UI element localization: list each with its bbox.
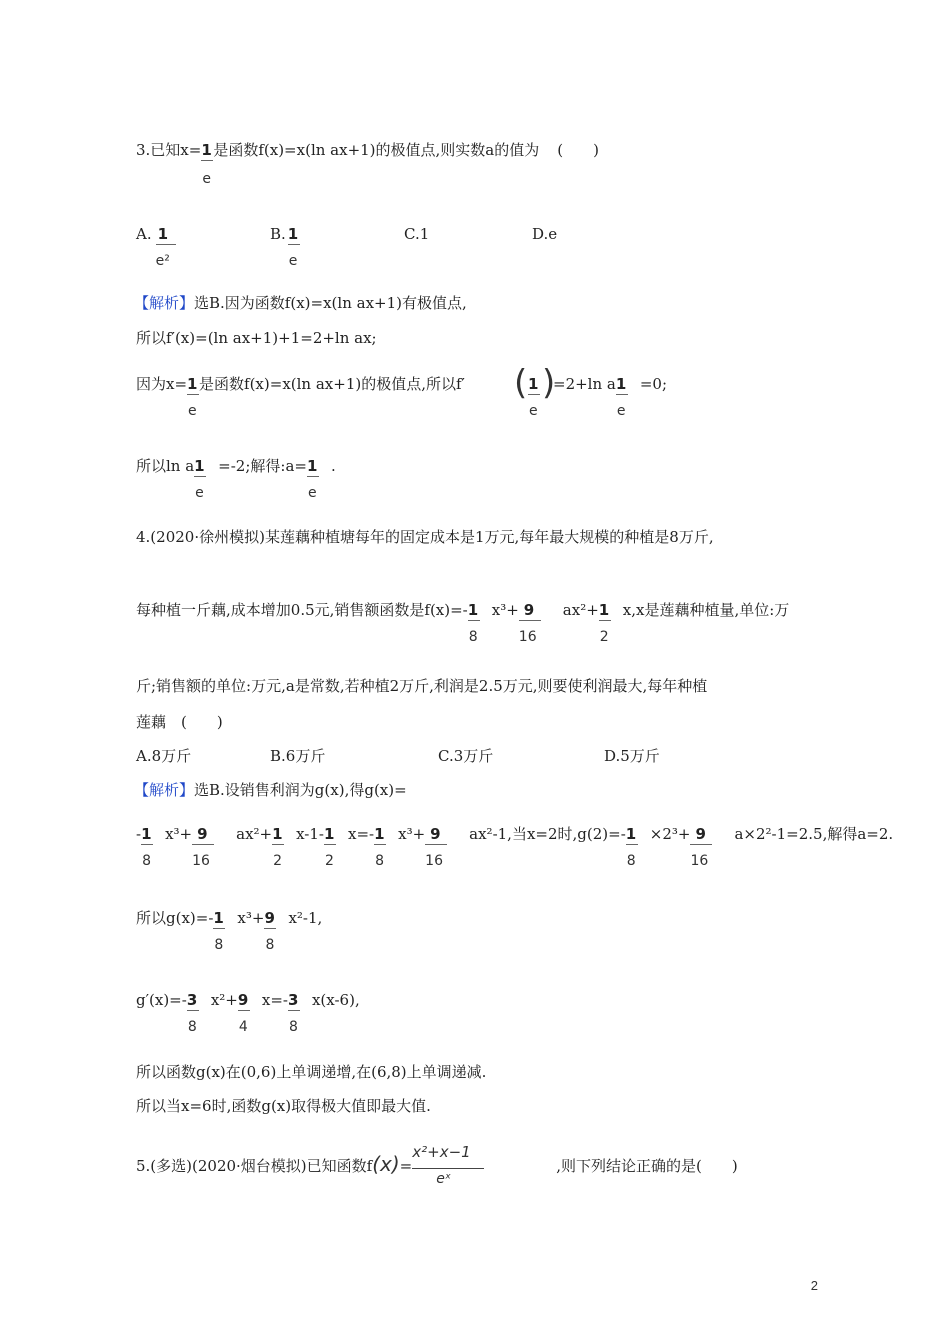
fraction: $\frac{1}{e}$ (528, 375, 539, 419)
q3-option-c: C.1 (404, 225, 430, 243)
q4-option-d: D.5万斤 (604, 747, 660, 765)
q3-stem: 3.已知$x=\frac{1}{e}$ 是函数f(x)=x(ln ax+1)的极值点,则实数a的值为 ( ) (136, 141, 599, 187)
fraction: $\frac{1}{e}$ (287, 225, 299, 269)
q3-analysis-line-3-tail: =2+ln $a\frac{1}{e}$ =0; (553, 375, 668, 419)
fraction: $\frac{1}{8}$ (467, 601, 479, 645)
q4-option-a: A.8万斤 (136, 747, 192, 765)
q5-stem: 5.(多选)(2020·烟台模拟)已知函数f(x)= $\frac{\text{x²+x−1}}{\text{eˣ}}$ ,则下列结论正确的是( ) (136, 1143, 738, 1187)
q4-conclusion-2: 所以当x=6时,函数g(x)取得极大值即最大值. (136, 1097, 431, 1115)
fraction: $\frac{1}{e}$ (194, 457, 205, 501)
q3-analysis-line-2: 所以f′(x)=(ln ax+1)+1=2+ln ax; (136, 329, 377, 347)
fraction: $\frac{1}{e}$ (187, 375, 198, 419)
q4-analysis-eq-g: $-\frac{1}{8}$ $x^3+\frac{9}{16}$ $ax^2+\frac{1}{2}$ $x-1-\frac{1}{2}$ $x=-\frac{1}{8}$ $x^3+\frac{9}{16}$ ax²-1,当x=2时$,g(2)=-\frac{1}{8}$ $\times 2^3+\frac{9}{16}$ a×2²-1=2.5,解得a=2. (136, 825, 894, 869)
q3-paren-close: ) (542, 363, 556, 403)
fraction: $\frac{1}{2}$ (598, 601, 610, 645)
q4-stem-line-2: 每种植一斤藕,成本增加0.5元,销售额函数是$f(x)=-\frac{1}{8}$ $x^3+\frac{9}{16}$ $ax^2+\frac{1}{2}$ x,x是莲藕种植量,单位:万 (136, 601, 790, 645)
q4-analysis-eq-gprime: $g'(x)=-\frac{3}{8}$ $x^2+\frac{9}{4}$ $x=-\frac{3}{8}$ x(x-6), (136, 991, 360, 1035)
fraction: $\frac{9}{16}$ (519, 600, 541, 620)
q4-stem-line-1: 4.(2020·徐州模拟)某莲藕种植塘每年的固定成本是1万元,每年最大规模的种植是8万斤, (136, 528, 714, 546)
fraction: $\frac{1}{\text{e²}}$ (156, 224, 172, 244)
q4-option-b: B.6万斤 (270, 747, 326, 765)
q4-conclusion-1: 所以函数g(x)在(0,6)上单调递增,在(6,8)上单调递减. (136, 1063, 487, 1081)
fraction: $\frac{1}{e}$ (306, 457, 318, 501)
q3-paren-frac-inner (528, 374, 540, 419)
q3-analysis-line-3: 因为$x=\frac{1}{e}$ 是函数f(x)=x(ln ax+1)的极值点,所以f′ (136, 375, 465, 419)
q4-stem-line-3: 斤;销售额的单位:万元,a是常数,若种植2万斤,利润是2.5万元,则要使利润最大,每年种植 (136, 677, 708, 695)
analysis-tag: 【解析】 (134, 781, 195, 799)
q3-option-b: B. $\frac{1}{e}$ (270, 225, 299, 269)
page-number: 2 (810, 1278, 818, 1293)
q3-analysis-line-4: 所以$\ln a\frac{1}{e}$ =-2;解得$:a=\frac{1}{e}$ . (136, 457, 336, 501)
analysis-tag: 【解析】 (134, 294, 195, 312)
q3-option-d: D.e (532, 225, 558, 243)
q3-analysis-line-1: 【解析】选B.因为函数f(x)=x(ln ax+1)有极值点, (134, 294, 467, 312)
fraction: $\frac{1}{e}$ (615, 375, 627, 419)
q4-analysis-line-1: 【解析】选B.设销售利润为g(x),得g(x)= (134, 781, 407, 799)
q3-paren-frac: ( (514, 363, 528, 403)
q3-option-a: A. $\frac{1}{\text{e²}}$ (136, 224, 172, 244)
fraction: $\frac{1}{e}$ (201, 141, 212, 187)
q4-analysis-eq-gx: 所以$g(x)=-\frac{1}{8}$ $x^3+\frac{9}{8}$ x²-1, (136, 909, 323, 953)
q4-option-c: C.3万斤 (438, 747, 494, 765)
q4-stem-line-4: 莲藕 ( ) (136, 713, 223, 731)
